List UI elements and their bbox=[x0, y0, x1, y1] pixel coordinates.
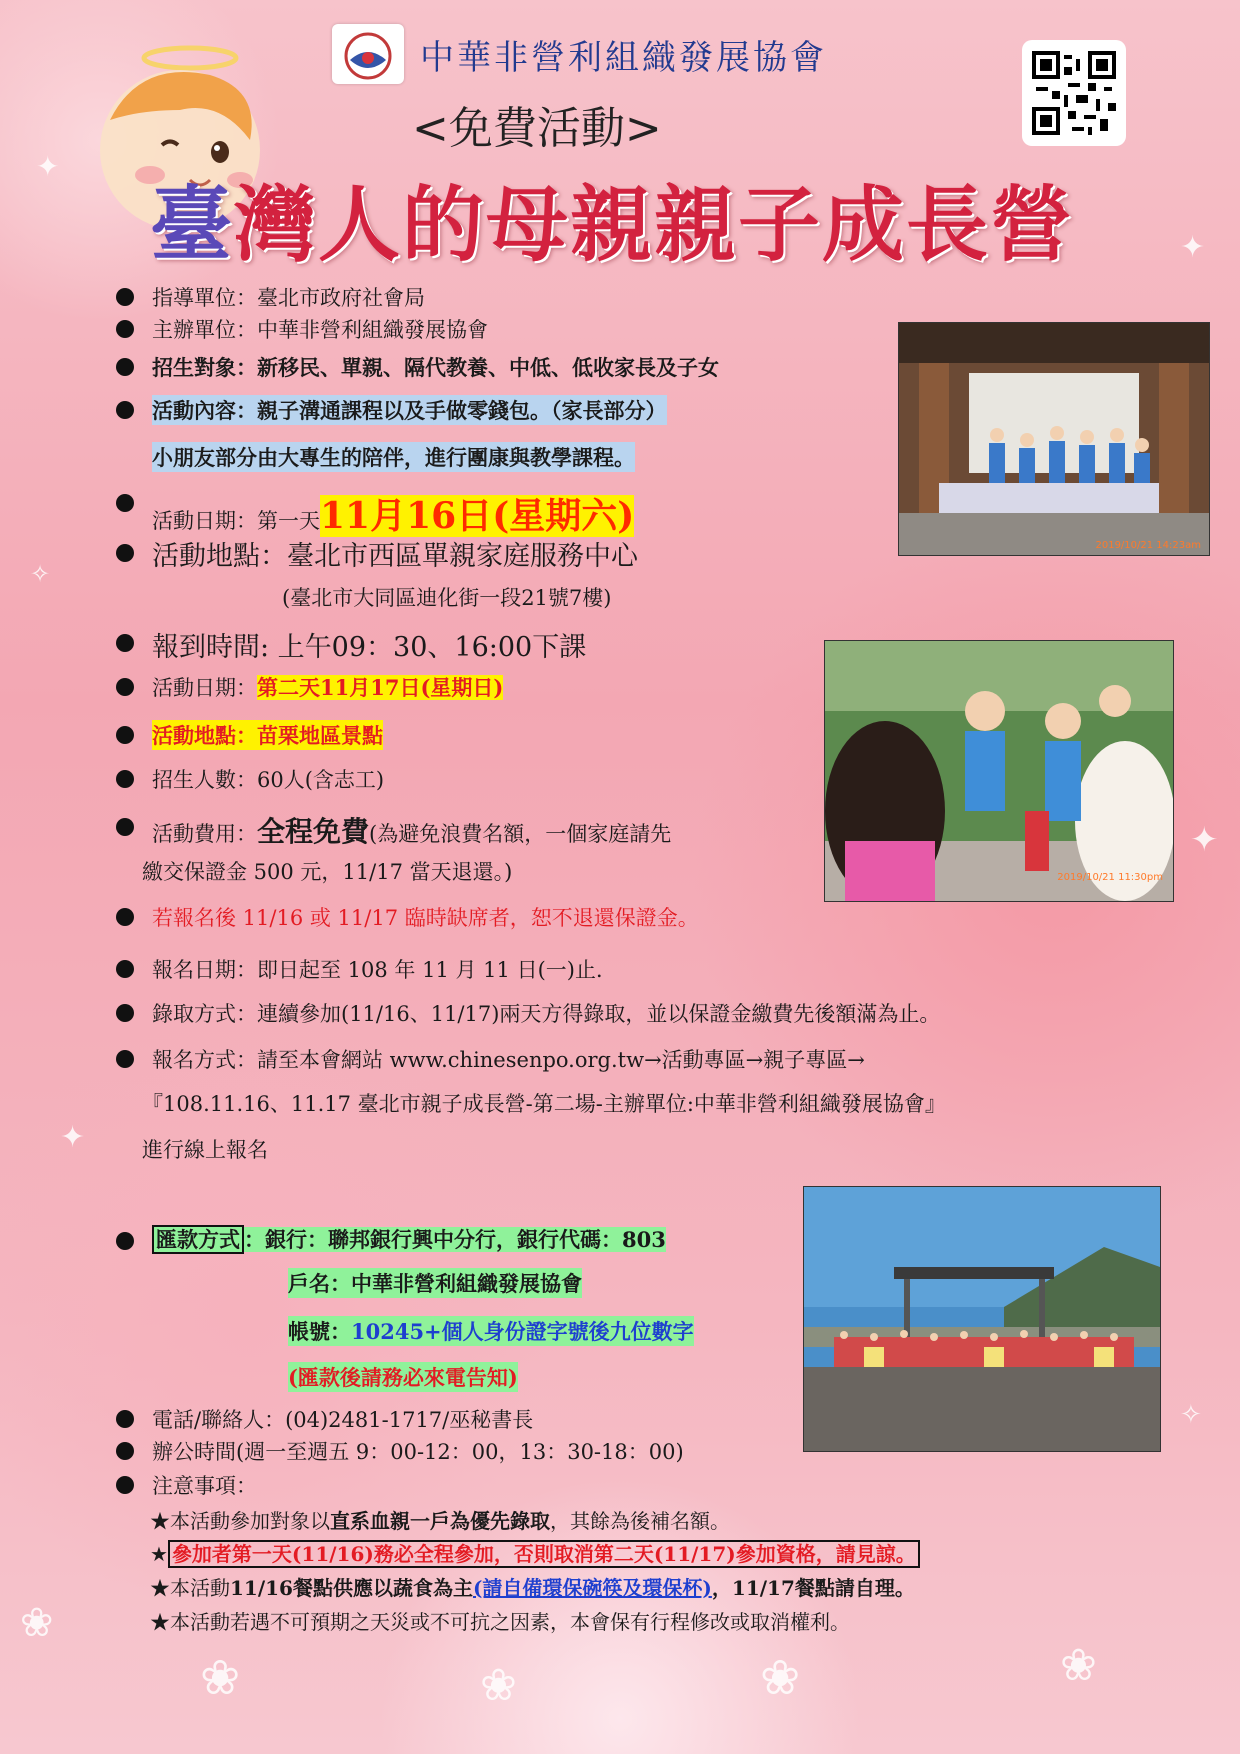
content-parents: 活動內容：親子溝通課程以及手做零錢包。（家長部分） bbox=[152, 395, 667, 425]
contact-phone: 電話/聯絡人：(04)2481-1717/巫秘書長 bbox=[152, 1408, 534, 1432]
fee-note: (為避免浪費名額，一個家庭請先 bbox=[369, 822, 672, 846]
activity-photo-group-outdoor bbox=[803, 1186, 1161, 1452]
title-rest: 灣人的母親親子成長營 bbox=[234, 178, 1075, 273]
bullet bbox=[116, 544, 134, 562]
note-2-text: 參加者第一天(11/16)務必全程參加，否則取消第二天(11/17)參加資格，請見諒。 bbox=[168, 1540, 920, 1568]
bullet bbox=[116, 1476, 134, 1494]
bullet bbox=[116, 320, 134, 338]
note-2-star: ★ bbox=[150, 1542, 168, 1566]
bullet bbox=[116, 1442, 134, 1460]
note-4: ★本活動若遇不可預期之天災或不可抗之因素，本會保有行程修改或取消權利。 bbox=[150, 1610, 850, 1634]
flower-decoration: ❀ bbox=[200, 1650, 241, 1706]
bullet bbox=[116, 401, 134, 419]
admission-method: 錄取方式：連續參加(11/16、11/17)兩天方得錄取，並以保證金繳費先後額滿為止。 bbox=[152, 1002, 941, 1026]
note-3-a: ★本活動 bbox=[150, 1576, 230, 1600]
bullet bbox=[116, 818, 134, 836]
date-day1-value: 11月16日(星期六) bbox=[320, 495, 635, 537]
notes-label: 注意事項： bbox=[152, 1474, 257, 1498]
note-3 bbox=[150, 1572, 915, 1601]
photo-timestamp: 2019/10/21 11:30pm bbox=[1057, 872, 1163, 883]
flower-decoration: ❀ bbox=[760, 1650, 801, 1706]
place-day1: 活動地點：臺北市西區單親家庭服務中心 bbox=[152, 541, 638, 572]
note-3-b: 11/16餐點供應以蔬食為主 bbox=[230, 1576, 473, 1600]
sparkle-decoration: ✦ bbox=[60, 1120, 86, 1155]
date-day1 bbox=[152, 488, 634, 539]
quota: 招生人數：60人(含志工) bbox=[152, 768, 385, 792]
office-hours: 辦公時間(週一至週五 9：00-12：00，13：30-18：00) bbox=[152, 1440, 684, 1464]
bullet bbox=[116, 1004, 134, 1022]
organization-name: 中華非營利組織發展協會 bbox=[420, 38, 827, 78]
bullet bbox=[116, 494, 134, 512]
place-day2: 活動地點：苗栗地區景點 bbox=[152, 720, 383, 750]
note-3-d: ，11/17餐點請自理。 bbox=[711, 1576, 915, 1600]
account-number-value: 10245+個人身份證字號後九位數字 bbox=[351, 1319, 694, 1344]
organization-logo bbox=[332, 24, 404, 84]
bullet bbox=[116, 634, 134, 652]
content-children: 小朋友部分由大專生的陪伴，進行團康與教學課程。 bbox=[152, 442, 635, 472]
note-3-c: (請自備環保碗筷及環保杯) bbox=[472, 1576, 712, 1600]
bullet bbox=[116, 908, 134, 926]
checkin-time: 報到時間: 上午09：30、16:00下課 bbox=[152, 632, 587, 663]
flower-decoration: ❀ bbox=[20, 1600, 54, 1646]
date-day2-label: 活動日期： bbox=[152, 676, 257, 700]
fee-label: 活動費用： bbox=[152, 822, 257, 846]
bullet bbox=[116, 1410, 134, 1428]
account-number-label: 帳號： bbox=[288, 1319, 351, 1344]
note-1-b: 直系血親一戶為優先錄取 bbox=[330, 1509, 550, 1533]
note-1 bbox=[150, 1505, 730, 1534]
bullet bbox=[116, 678, 134, 696]
bullet bbox=[116, 288, 134, 306]
target-audience: 招生對象：新移民、單親、隔代教養、中低、低收家長及子女 bbox=[152, 355, 719, 380]
free-event-label: <免費活動> bbox=[412, 103, 662, 154]
note-1-c: ，其餘為後補名額。 bbox=[550, 1509, 730, 1533]
date-day2-value: 第二天11月17日(星期日) bbox=[257, 675, 504, 700]
date-day1-label: 活動日期：第一天 bbox=[152, 509, 320, 533]
sparkle-decoration: ✦ bbox=[1190, 820, 1219, 860]
activity-photo-group-indoor bbox=[898, 322, 1210, 556]
bullet bbox=[116, 770, 134, 788]
bullet bbox=[116, 1050, 134, 1068]
date-day2 bbox=[152, 672, 503, 702]
guide-unit: 指導單位：臺北市政府社會局 bbox=[152, 286, 425, 310]
title-first-char: 臺 bbox=[150, 178, 235, 273]
remit-account-name: 戶名：中華非營利組織發展協會 bbox=[288, 1268, 582, 1298]
activity-photo-children-outdoor bbox=[824, 640, 1174, 902]
bullet bbox=[116, 726, 134, 744]
sparkle-decoration: ✦ bbox=[36, 150, 60, 183]
photo-timestamp: 2019/10/21 14:23am bbox=[1095, 540, 1201, 551]
bullet bbox=[116, 960, 134, 978]
flower-decoration: ❀ bbox=[480, 1660, 517, 1711]
signup-date: 報名日期：即日起至 108 年 11 月 11 日(一)止． bbox=[152, 958, 617, 982]
place-day1-address: (臺北市大同區迪化街一段21號7樓) bbox=[282, 586, 612, 610]
signup-online: 進行線上報名 bbox=[142, 1138, 268, 1162]
remit-notice: (匯款後請務必來電告知) bbox=[288, 1362, 518, 1392]
remit-bank-info: ：銀行：聯邦銀行興中分行，銀行代碼：803 bbox=[244, 1227, 666, 1252]
note-1-a: ★本活動參加對象以 bbox=[150, 1509, 330, 1533]
bullet bbox=[116, 358, 134, 376]
signup-method[interactable]: 報名方式：請至本會網站 www.chinesenpo.org.tw→活動專區→親子專區→ bbox=[152, 1048, 865, 1072]
remit-account-number bbox=[288, 1316, 694, 1346]
host-unit: 主辦單位：中華非營利組織發展協會 bbox=[152, 318, 488, 342]
fee-value: 全程免費 bbox=[257, 815, 370, 848]
absence-warning: 若報名後 11/16 或 11/17 臨時缺席者，恕不退還保證金。 bbox=[152, 906, 699, 930]
signup-path: 『108.11.16、11.17 臺北市親子成長營-第二場-主辦單位:中華非營利組織發展協會』 bbox=[142, 1092, 946, 1116]
qr-code[interactable] bbox=[1022, 40, 1126, 146]
flower-decoration: ❀ bbox=[1060, 1640, 1097, 1691]
sparkle-decoration: ✧ bbox=[1180, 1400, 1202, 1430]
event-title bbox=[150, 160, 1074, 277]
fee bbox=[152, 810, 671, 850]
sparkle-decoration: ✧ bbox=[30, 560, 51, 588]
bullet bbox=[116, 1232, 134, 1250]
sparkle-decoration: ✦ bbox=[1180, 230, 1206, 265]
remit-label: 匯款方式 bbox=[152, 1225, 244, 1254]
fee-note-deposit: 繳交保證金 500 元，11/17 當天退還。) bbox=[142, 860, 513, 884]
note-2 bbox=[150, 1538, 920, 1567]
remit-bank bbox=[152, 1224, 666, 1254]
